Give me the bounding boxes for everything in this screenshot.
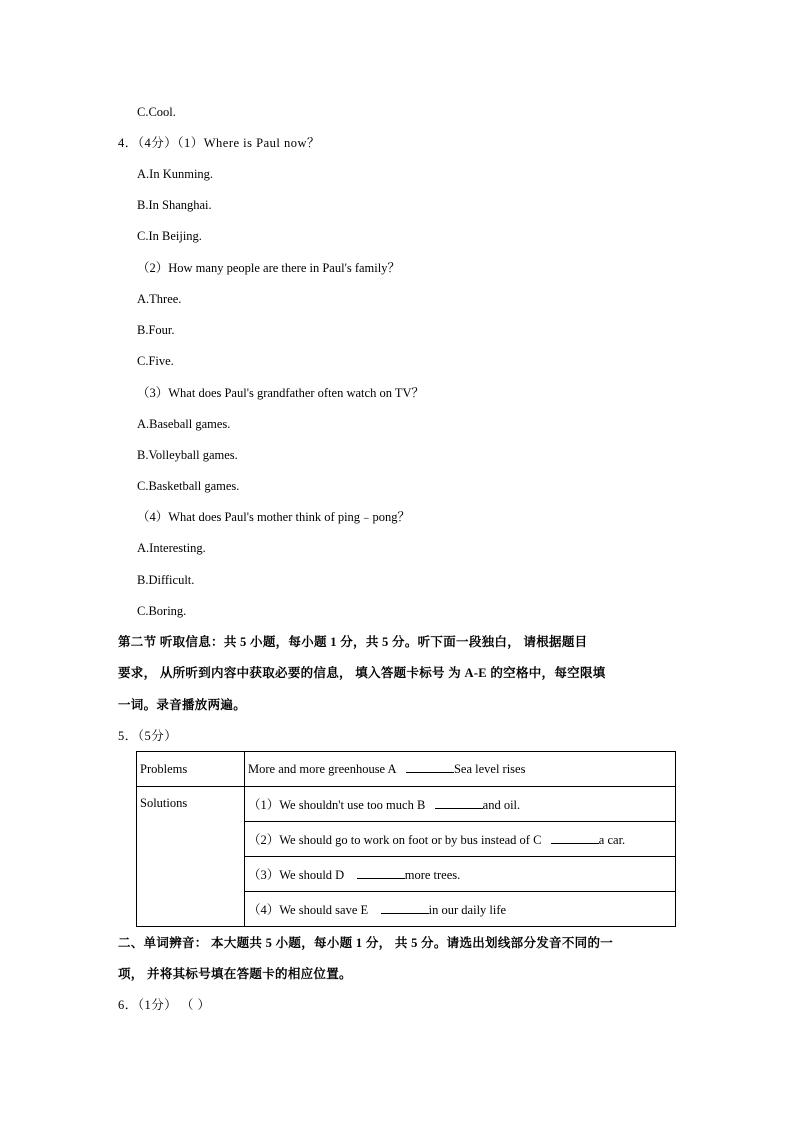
question-4-4: （4）What does Paul's mother think of ping﹣pong？ — [137, 510, 411, 524]
solution-4-text-end: in our daily life — [428, 903, 507, 917]
q4-2-option-b: B.Four. — [137, 323, 175, 337]
q4-3-option-c: C.Basketball games. — [137, 479, 240, 493]
question-4-2: （2）How many people are there in Paul's family？ — [137, 261, 400, 275]
question-4-heading: 4．（4分）（1）Where is Paul now？ — [118, 136, 321, 150]
q4-1-option-b: B.In Shanghai. — [137, 198, 212, 212]
section-2-instructions-line-3: 一词。录音播放两遍。 — [118, 698, 247, 712]
table-row — [137, 752, 676, 787]
solution-1-text-end: and oil. — [482, 798, 521, 812]
q4-1-option-c: C.In Beijing. — [137, 229, 202, 243]
solution-4-text: （4）We should save E — [248, 903, 369, 917]
solution-1-cell — [245, 787, 676, 822]
part-2-instructions-line-2: 项， 并将其标号填在答题卡的相应位置。 — [118, 967, 352, 981]
q4-3-option-b: B.Volleyball games. — [137, 448, 238, 462]
blank-c — [551, 832, 599, 844]
solution-1-text: （1）We shouldn't use too much B — [248, 798, 426, 812]
part-2-instructions-line-1: 二、单词辨音： 本大题共 5 小题，每小题 1 分， 共 5 分。请选出划线部分发音不同的一 — [118, 936, 614, 950]
question-5-heading: 5．（5分） — [118, 729, 178, 743]
solution-2-cell — [245, 822, 676, 857]
section-2-instructions-line-2: 要求， 从所听到内容中获取必要的信息， 填入答题卡标号 为 A-E 的空格中，每空限填 — [118, 666, 606, 680]
section-2-instructions-line-1: 第二节 听取信息：共 5 小题，每小题 1 分，共 5 分。听下面一段独白， 请根据题目 — [118, 635, 588, 649]
blank-d — [357, 867, 405, 879]
solution-3-cell — [245, 857, 676, 892]
problems-text-end: Sea level rises — [453, 762, 526, 776]
q4-4-option-a: A.Interesting. — [137, 541, 206, 555]
solution-3-text-end: more trees. — [404, 868, 461, 882]
blank-a — [406, 761, 454, 773]
table-row — [137, 787, 676, 822]
problems-cell — [245, 752, 676, 787]
problems-label: Problems — [137, 752, 245, 787]
q4-4-option-b: B.Difficult. — [137, 573, 195, 587]
blank-b — [435, 797, 483, 809]
option-c-cool: C.Cool. — [137, 105, 176, 119]
q4-1-option-a: A.In Kunming. — [137, 167, 214, 181]
q4-2-option-c: C.Five. — [137, 354, 174, 368]
question-4-3: （3）What does Paul's grandfather often watch on TV？ — [137, 386, 425, 400]
blank-e — [381, 902, 429, 914]
solution-3-text: （3）We should D — [248, 868, 345, 882]
problems-text: More and more greenhouse A — [248, 762, 397, 776]
solution-2-text: （2）We should go to work on foot or by bus instead of C — [248, 833, 542, 847]
listening-table — [136, 751, 676, 927]
solution-2-text-end: a car. — [598, 833, 626, 847]
q4-3-option-a: A.Baseball games. — [137, 417, 231, 431]
q4-4-option-c: C.Boring. — [137, 604, 187, 618]
question-6-heading: 6．（1分） （ ） — [118, 998, 211, 1012]
solution-4-cell — [245, 892, 676, 927]
q4-2-option-a: A.Three. — [137, 292, 182, 306]
solutions-label: Solutions — [137, 787, 245, 927]
